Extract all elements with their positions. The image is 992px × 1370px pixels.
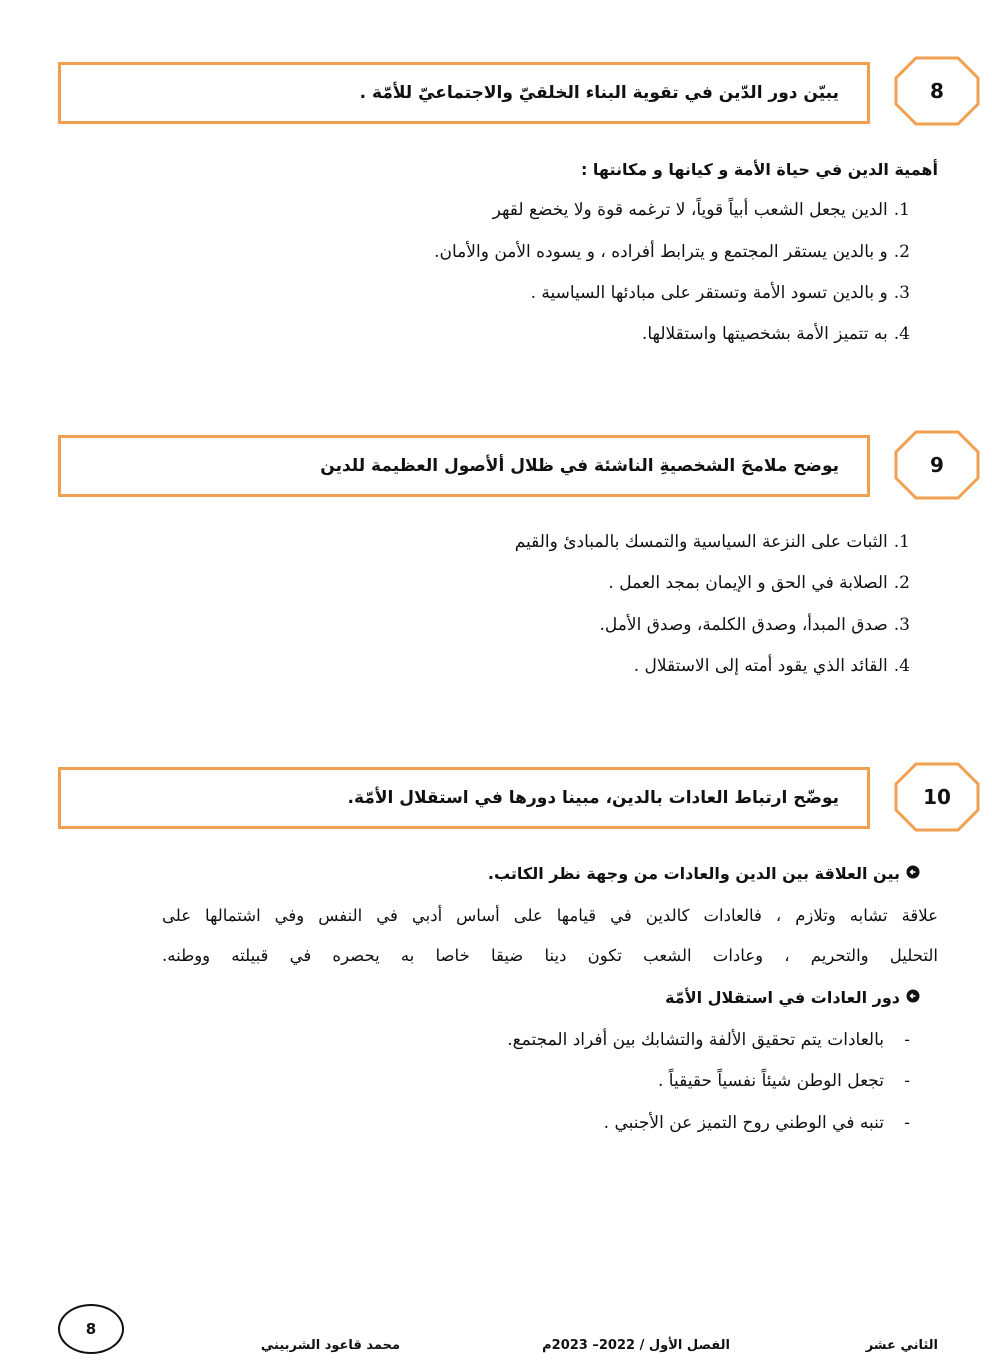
bullet-item	[604, 1113, 910, 1133]
arrow-circle-icon	[906, 865, 920, 883]
paragraph-line: علاقة تشابه وتلازم ، فالعادات كالدين في قيامها على أساس أدبي في النفس وفي اشتمالها على	[162, 906, 938, 925]
dash-mark: -	[904, 1030, 910, 1050]
bullet-text: بالعادات يتم تحقيق الألفة والتشابك بين أفراد المجتمع.	[507, 1030, 884, 1050]
dash-mark: -	[904, 1071, 910, 1091]
item-text: الثبات على النزعة السياسية والتمسك بالمبادئ والقيم	[514, 532, 888, 552]
question-number-badge-10	[894, 762, 980, 832]
item-text: الصلابة في الحق و الإيمان بمجد العمل .	[608, 573, 888, 593]
paragraph-line: التحليل والتحريم ، وعادات الشعب تكون دينا ضيقا خاصا به يحصره في قبيلته ووطنه.	[162, 946, 938, 965]
question-number-9: 9	[930, 453, 944, 477]
footer-author: محمد قاعود الشربيني	[260, 1338, 400, 1353]
list-item	[634, 656, 910, 676]
question-number-badge-9	[894, 430, 980, 500]
item-number: 4.	[893, 656, 910, 676]
bullet-text: تنبه في الوطني روح التميز عن الأجنبي .	[603, 1113, 884, 1133]
item-number: 4.	[893, 324, 910, 344]
list-item	[600, 615, 910, 635]
item-text: صدق المبدأ، وصدق الكلمة، وصدق الأمل.	[599, 615, 888, 635]
item-text: و بالدين يستقر المجتمع و يترابط أفراده ، و يسوده الأمن والأمان.	[434, 242, 888, 262]
subheading-text: دور العادات في استقلال الأمّة	[665, 988, 900, 1007]
item-number: 3.	[893, 615, 910, 635]
section-heading-8: أهمية الدين في حياة الأمة و كيانها و مكانتها :	[580, 160, 938, 179]
question-number-badge-8	[894, 56, 980, 126]
item-number: 3.	[893, 283, 910, 303]
list-item	[608, 573, 910, 593]
question-box-9	[58, 435, 870, 497]
question-text-9: يوضح ملامحَ الشخصيةِ الناشئة في ظلال ألأصول العظيمة للدين	[320, 456, 839, 476]
item-text: به تتميز الأمة بشخصيتها واستقلالها.	[641, 324, 888, 344]
item-text: الدين يجعل الشعب أبياً قوياً، لا ترغمه قوة ولا يخضع لقهر	[492, 200, 888, 220]
question-number-8: 8	[930, 79, 944, 103]
subheading-role	[665, 988, 920, 1007]
dash-mark: -	[904, 1113, 910, 1133]
footer-semester: الفصل الأول / 2022– 2023م	[542, 1338, 730, 1353]
bullet-text: تجعل الوطن شيئاً نفسياً حقيقياً .	[658, 1071, 884, 1091]
question-box-8	[58, 62, 870, 124]
item-text: القائد الذي يقود أمته إلى الاستقلال .	[633, 656, 888, 676]
item-text: و بالدين تسود الأمة وتستقر على مبادئها السياسية .	[530, 283, 888, 303]
subheading-relation	[488, 864, 920, 883]
subheading-text: بين العلاقة بين الدين والعادات من وجهة نظر الكاتب.	[487, 864, 900, 883]
question-box-10	[58, 767, 870, 829]
item-number: 2.	[893, 573, 910, 593]
item-number: 1.	[893, 200, 910, 220]
list-item	[434, 242, 910, 262]
bullet-item	[658, 1071, 910, 1091]
bullet-item	[507, 1030, 910, 1050]
list-item	[642, 324, 910, 344]
question-number-10: 10	[923, 785, 951, 809]
question-text-8: يبيّن دور الدّين في تقوية البناء الخلقيّ والاجتماعيّ للأمّة .	[359, 83, 839, 103]
question-text-10: يوضّح ارتباط العادات بالدين، مبينا دورها في استقلال الأمّة.	[347, 788, 839, 808]
arrow-circle-icon	[906, 989, 920, 1007]
list-item	[515, 532, 910, 552]
footer-grade: الثاني عشر	[865, 1338, 938, 1353]
item-number: 1.	[893, 532, 910, 552]
list-item	[493, 200, 910, 220]
list-item	[531, 283, 910, 303]
item-number: 2.	[893, 242, 910, 262]
page-number: 8	[58, 1304, 124, 1354]
